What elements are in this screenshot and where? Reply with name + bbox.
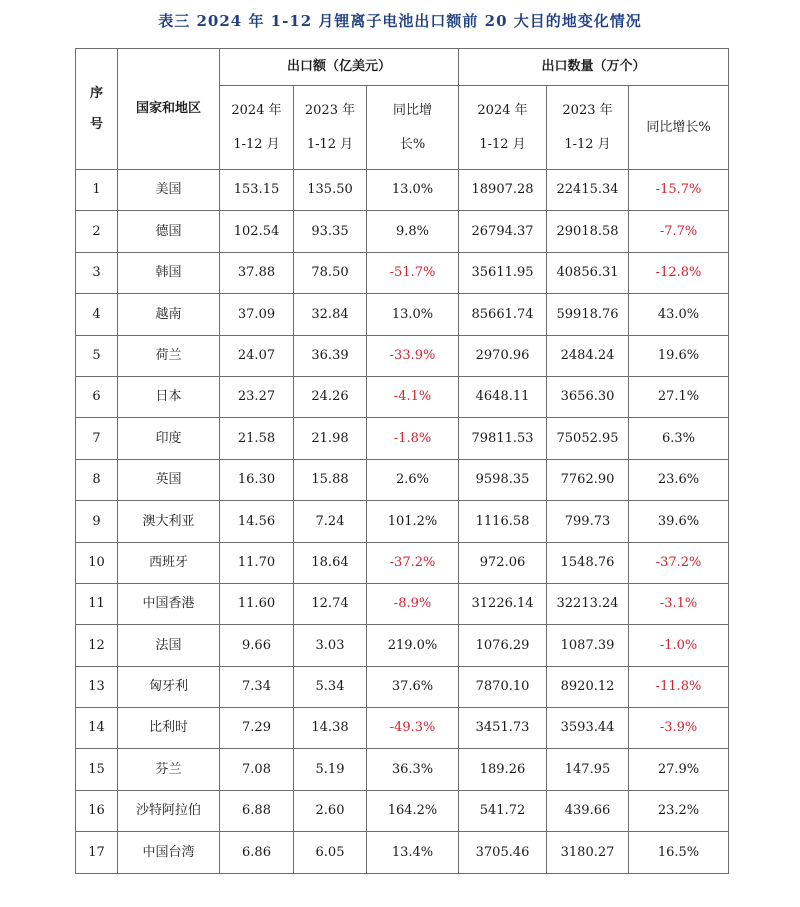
export-value-2023-cell: 12.74 bbox=[294, 583, 367, 624]
seq-cell: 6 bbox=[76, 376, 118, 417]
qty-2023-header-year: 2023 年 bbox=[562, 102, 613, 118]
export-qty-2024-cell: 7870.10 bbox=[459, 666, 547, 707]
export-value-yoy-cell: 101.2% bbox=[367, 501, 459, 542]
qty-yoy-header: 同比增长% bbox=[629, 86, 729, 170]
table-row bbox=[76, 666, 729, 707]
export-qty-2023-cell: 40856.31 bbox=[547, 252, 629, 293]
val-2023-header-months: 1-12 月 bbox=[306, 136, 354, 152]
export-qty-2024-cell: 18907.28 bbox=[459, 170, 547, 211]
table-body bbox=[76, 170, 729, 874]
export-value-2023-cell: 36.39 bbox=[294, 335, 367, 376]
table-row bbox=[76, 376, 729, 417]
region-cell: 芬兰 bbox=[118, 749, 220, 790]
export-qty-2023-cell: 3180.27 bbox=[547, 832, 629, 873]
export-qty-2023-cell: 59918.76 bbox=[547, 294, 629, 335]
val-2024-header-months: 1-12 月 bbox=[233, 136, 280, 152]
val-yoy-header bbox=[367, 86, 459, 170]
export-table bbox=[75, 48, 729, 874]
table-row bbox=[76, 625, 729, 666]
export-qty-yoy-cell: 39.6% bbox=[629, 501, 729, 542]
export-value-2024-cell: 7.29 bbox=[220, 708, 294, 749]
region-cell: 德国 bbox=[118, 211, 220, 252]
region-cell: 日本 bbox=[118, 376, 220, 417]
region-cell: 澳大利亚 bbox=[118, 501, 220, 542]
seq-cell: 8 bbox=[76, 459, 118, 500]
export-qty-yoy-cell: -12.8% bbox=[629, 252, 729, 293]
export-qty-yoy-cell: 6.3% bbox=[629, 418, 729, 459]
export-value-2023-cell: 5.19 bbox=[294, 749, 367, 790]
val-yoy-header-a: 同比增 bbox=[393, 102, 433, 118]
export-value-2023-cell: 78.50 bbox=[294, 252, 367, 293]
table-row bbox=[76, 583, 729, 624]
export-qty-2024-cell: 85661.74 bbox=[459, 294, 547, 335]
seq-cell: 3 bbox=[76, 252, 118, 293]
seq-header-bottom: 号 bbox=[89, 117, 103, 132]
export-qty-yoy-cell: -37.2% bbox=[629, 542, 729, 583]
val-2024-header-year: 2024 年 bbox=[231, 102, 282, 118]
export-qty-yoy-cell: 23.2% bbox=[629, 790, 729, 831]
export-qty-2023-cell: 32213.24 bbox=[547, 583, 629, 624]
table-row bbox=[76, 335, 729, 376]
region-cell: 中国香港 bbox=[118, 583, 220, 624]
region-cell: 荷兰 bbox=[118, 335, 220, 376]
export-value-yoy-cell: 37.6% bbox=[367, 666, 459, 707]
export-value-2023-cell: 93.35 bbox=[294, 211, 367, 252]
export-value-yoy-cell: 36.3% bbox=[367, 749, 459, 790]
export-qty-2024-cell: 189.26 bbox=[459, 749, 547, 790]
seq-cell: 9 bbox=[76, 501, 118, 542]
region-cell: 越南 bbox=[118, 294, 220, 335]
region-cell: 沙特阿拉伯 bbox=[118, 790, 220, 831]
export-qty-yoy-cell: -1.0% bbox=[629, 625, 729, 666]
seq-header-top: 序 bbox=[89, 85, 103, 101]
val-2023-header bbox=[294, 86, 367, 170]
export-qty-2024-cell: 3705.46 bbox=[459, 832, 547, 873]
export-qty-2024-cell: 1116.58 bbox=[459, 501, 547, 542]
table-row bbox=[76, 170, 729, 211]
export-value-yoy-cell: 13.0% bbox=[367, 170, 459, 211]
export-value-2024-cell: 7.34 bbox=[220, 666, 294, 707]
export-qty-yoy-cell: -11.8% bbox=[629, 666, 729, 707]
table-row bbox=[76, 832, 729, 873]
val-yoy-header-b: 长% bbox=[399, 136, 426, 152]
export-qty-2023-cell: 3593.44 bbox=[547, 708, 629, 749]
seq-cell: 11 bbox=[76, 583, 118, 624]
qty-2024-header bbox=[459, 86, 547, 170]
export-value-2024-cell: 24.07 bbox=[220, 335, 294, 376]
export-qty-2023-cell: 7762.90 bbox=[547, 459, 629, 500]
export-value-yoy-cell: 13.4% bbox=[367, 832, 459, 873]
export-qty-2023-cell: 1087.39 bbox=[547, 625, 629, 666]
export-value-2024-cell: 37.09 bbox=[220, 294, 294, 335]
export-value-yoy-cell: -33.9% bbox=[367, 335, 459, 376]
export-value-2023-cell: 2.60 bbox=[294, 790, 367, 831]
export-value-2024-cell: 7.08 bbox=[220, 749, 294, 790]
export-value-2024-cell: 14.56 bbox=[220, 501, 294, 542]
export-qty-2023-cell: 75052.95 bbox=[547, 418, 629, 459]
export-qty-yoy-cell: 23.6% bbox=[629, 459, 729, 500]
export-value-yoy-cell: 164.2% bbox=[367, 790, 459, 831]
export-value-2024-cell: 21.58 bbox=[220, 418, 294, 459]
export-value-2024-cell: 153.15 bbox=[220, 170, 294, 211]
seq-cell: 7 bbox=[76, 418, 118, 459]
export-qty-2023-cell: 22415.34 bbox=[547, 170, 629, 211]
export-value-2024-cell: 16.30 bbox=[220, 459, 294, 500]
export-qty-2024-cell: 26794.37 bbox=[459, 211, 547, 252]
seq-cell: 13 bbox=[76, 666, 118, 707]
export-qty-2024-cell: 4648.11 bbox=[459, 376, 547, 417]
export-qty-2024-cell: 31226.14 bbox=[459, 583, 547, 624]
region-cell: 法国 bbox=[118, 625, 220, 666]
seq-cell: 14 bbox=[76, 708, 118, 749]
seq-cell: 1 bbox=[76, 170, 118, 211]
seq-cell: 17 bbox=[76, 832, 118, 873]
seq-header bbox=[76, 49, 118, 170]
export-value-2024-cell: 6.88 bbox=[220, 790, 294, 831]
val-2024-header bbox=[220, 86, 294, 170]
export-value-2023-cell: 15.88 bbox=[294, 459, 367, 500]
export-qty-2023-cell: 799.73 bbox=[547, 501, 629, 542]
table-row bbox=[76, 749, 729, 790]
region-cell: 匈牙利 bbox=[118, 666, 220, 707]
export-qty-2024-cell: 972.06 bbox=[459, 542, 547, 583]
export-qty-yoy-cell: 43.0% bbox=[629, 294, 729, 335]
export-value-yoy-cell: -51.7% bbox=[367, 252, 459, 293]
table-row bbox=[76, 501, 729, 542]
region-cell: 英国 bbox=[118, 459, 220, 500]
export-qty-yoy-cell: 27.9% bbox=[629, 749, 729, 790]
export-qty-2023-cell: 29018.58 bbox=[547, 211, 629, 252]
export-value-2024-cell: 11.70 bbox=[220, 542, 294, 583]
export-value-yoy-cell: 13.0% bbox=[367, 294, 459, 335]
export-qty-2024-cell: 541.72 bbox=[459, 790, 547, 831]
seq-cell: 16 bbox=[76, 790, 118, 831]
export-value-2023-cell: 5.34 bbox=[294, 666, 367, 707]
export-qty-yoy-cell: 27.1% bbox=[629, 376, 729, 417]
table-row bbox=[76, 708, 729, 749]
export-value-yoy-cell: 2.6% bbox=[367, 459, 459, 500]
export-value-2023-cell: 24.26 bbox=[294, 376, 367, 417]
export-value-yoy-cell: -49.3% bbox=[367, 708, 459, 749]
export-qty-2024-cell: 2970.96 bbox=[459, 335, 547, 376]
export-qty-yoy-cell: 19.6% bbox=[629, 335, 729, 376]
seq-cell: 10 bbox=[76, 542, 118, 583]
seq-cell: 5 bbox=[76, 335, 118, 376]
table-row bbox=[76, 211, 729, 252]
region-cell: 比利时 bbox=[118, 708, 220, 749]
seq-cell: 2 bbox=[76, 211, 118, 252]
export-value-2024-cell: 11.60 bbox=[220, 583, 294, 624]
qty-2023-header bbox=[547, 86, 629, 170]
seq-cell: 15 bbox=[76, 749, 118, 790]
export-qty-2024-cell: 1076.29 bbox=[459, 625, 547, 666]
table-row bbox=[76, 294, 729, 335]
table-row bbox=[76, 790, 729, 831]
export-qty-2024-cell: 3451.73 bbox=[459, 708, 547, 749]
export-value-2024-cell: 9.66 bbox=[220, 625, 294, 666]
export-value-2023-cell: 21.98 bbox=[294, 418, 367, 459]
export-qty-yoy-cell: -15.7% bbox=[629, 170, 729, 211]
export-qty-2023-cell: 2484.24 bbox=[547, 335, 629, 376]
export-qty-yoy-cell: -3.1% bbox=[629, 583, 729, 624]
region-cell: 西班牙 bbox=[118, 542, 220, 583]
export-value-yoy-cell: -8.9% bbox=[367, 583, 459, 624]
table-row bbox=[76, 252, 729, 293]
seq-cell: 12 bbox=[76, 625, 118, 666]
export-qty-yoy-cell: -3.9% bbox=[629, 708, 729, 749]
seq-cell: 4 bbox=[76, 294, 118, 335]
export-value-yoy-cell: 9.8% bbox=[367, 211, 459, 252]
table-row bbox=[76, 459, 729, 500]
export-qty-2023-cell: 8920.12 bbox=[547, 666, 629, 707]
table-row bbox=[76, 418, 729, 459]
export-value-2023-cell: 32.84 bbox=[294, 294, 367, 335]
export-qty-2023-cell: 3656.30 bbox=[547, 376, 629, 417]
region-cell: 美国 bbox=[118, 170, 220, 211]
export-qty-yoy-cell: 16.5% bbox=[629, 832, 729, 873]
export-qty-2023-cell: 439.66 bbox=[547, 790, 629, 831]
region-cell: 韩国 bbox=[118, 252, 220, 293]
export-qty-2024-cell: 35611.95 bbox=[459, 252, 547, 293]
export-value-2024-cell: 6.86 bbox=[220, 832, 294, 873]
export-value-2023-cell: 18.64 bbox=[294, 542, 367, 583]
export-qty-2023-cell: 147.95 bbox=[547, 749, 629, 790]
export-value-2023-cell: 14.38 bbox=[294, 708, 367, 749]
qty-2024-header-months: 1-12 月 bbox=[479, 136, 526, 152]
table-row bbox=[76, 542, 729, 583]
export-value-2023-cell: 135.50 bbox=[294, 170, 367, 211]
export-qty-yoy-cell: -7.7% bbox=[629, 211, 729, 252]
region-cell: 印度 bbox=[118, 418, 220, 459]
export-value-yoy-cell: -4.1% bbox=[367, 376, 459, 417]
region-cell: 中国台湾 bbox=[118, 832, 220, 873]
export-qty-2024-cell: 9598.35 bbox=[459, 459, 547, 500]
qty-2023-header-months: 1-12 月 bbox=[564, 136, 611, 152]
export-value-2024-cell: 102.54 bbox=[220, 211, 294, 252]
export-value-2023-cell: 3.03 bbox=[294, 625, 367, 666]
table-title: 表三 2024 年 1-12 月锂离子电池出口额前 20 大目的地变化情况 bbox=[158, 12, 642, 30]
export-value-header: 出口额（亿美元） bbox=[220, 49, 459, 86]
export-value-yoy-cell: -37.2% bbox=[367, 542, 459, 583]
export-qty-2023-cell: 1548.76 bbox=[547, 542, 629, 583]
qty-2024-header-year: 2024 年 bbox=[477, 102, 528, 118]
val-2023-header-year: 2023 年 bbox=[304, 102, 356, 118]
region-header: 国家和地区 bbox=[118, 49, 220, 170]
export-value-2023-cell: 7.24 bbox=[294, 501, 367, 542]
export-qty-header: 出口数量（万个） bbox=[459, 49, 729, 86]
export-value-2024-cell: 37.88 bbox=[220, 252, 294, 293]
export-qty-2024-cell: 79811.53 bbox=[459, 418, 547, 459]
export-value-2024-cell: 23.27 bbox=[220, 376, 294, 417]
export-value-2023-cell: 6.05 bbox=[294, 832, 367, 873]
export-value-yoy-cell: 219.0% bbox=[367, 625, 459, 666]
export-value-yoy-cell: -1.8% bbox=[367, 418, 459, 459]
